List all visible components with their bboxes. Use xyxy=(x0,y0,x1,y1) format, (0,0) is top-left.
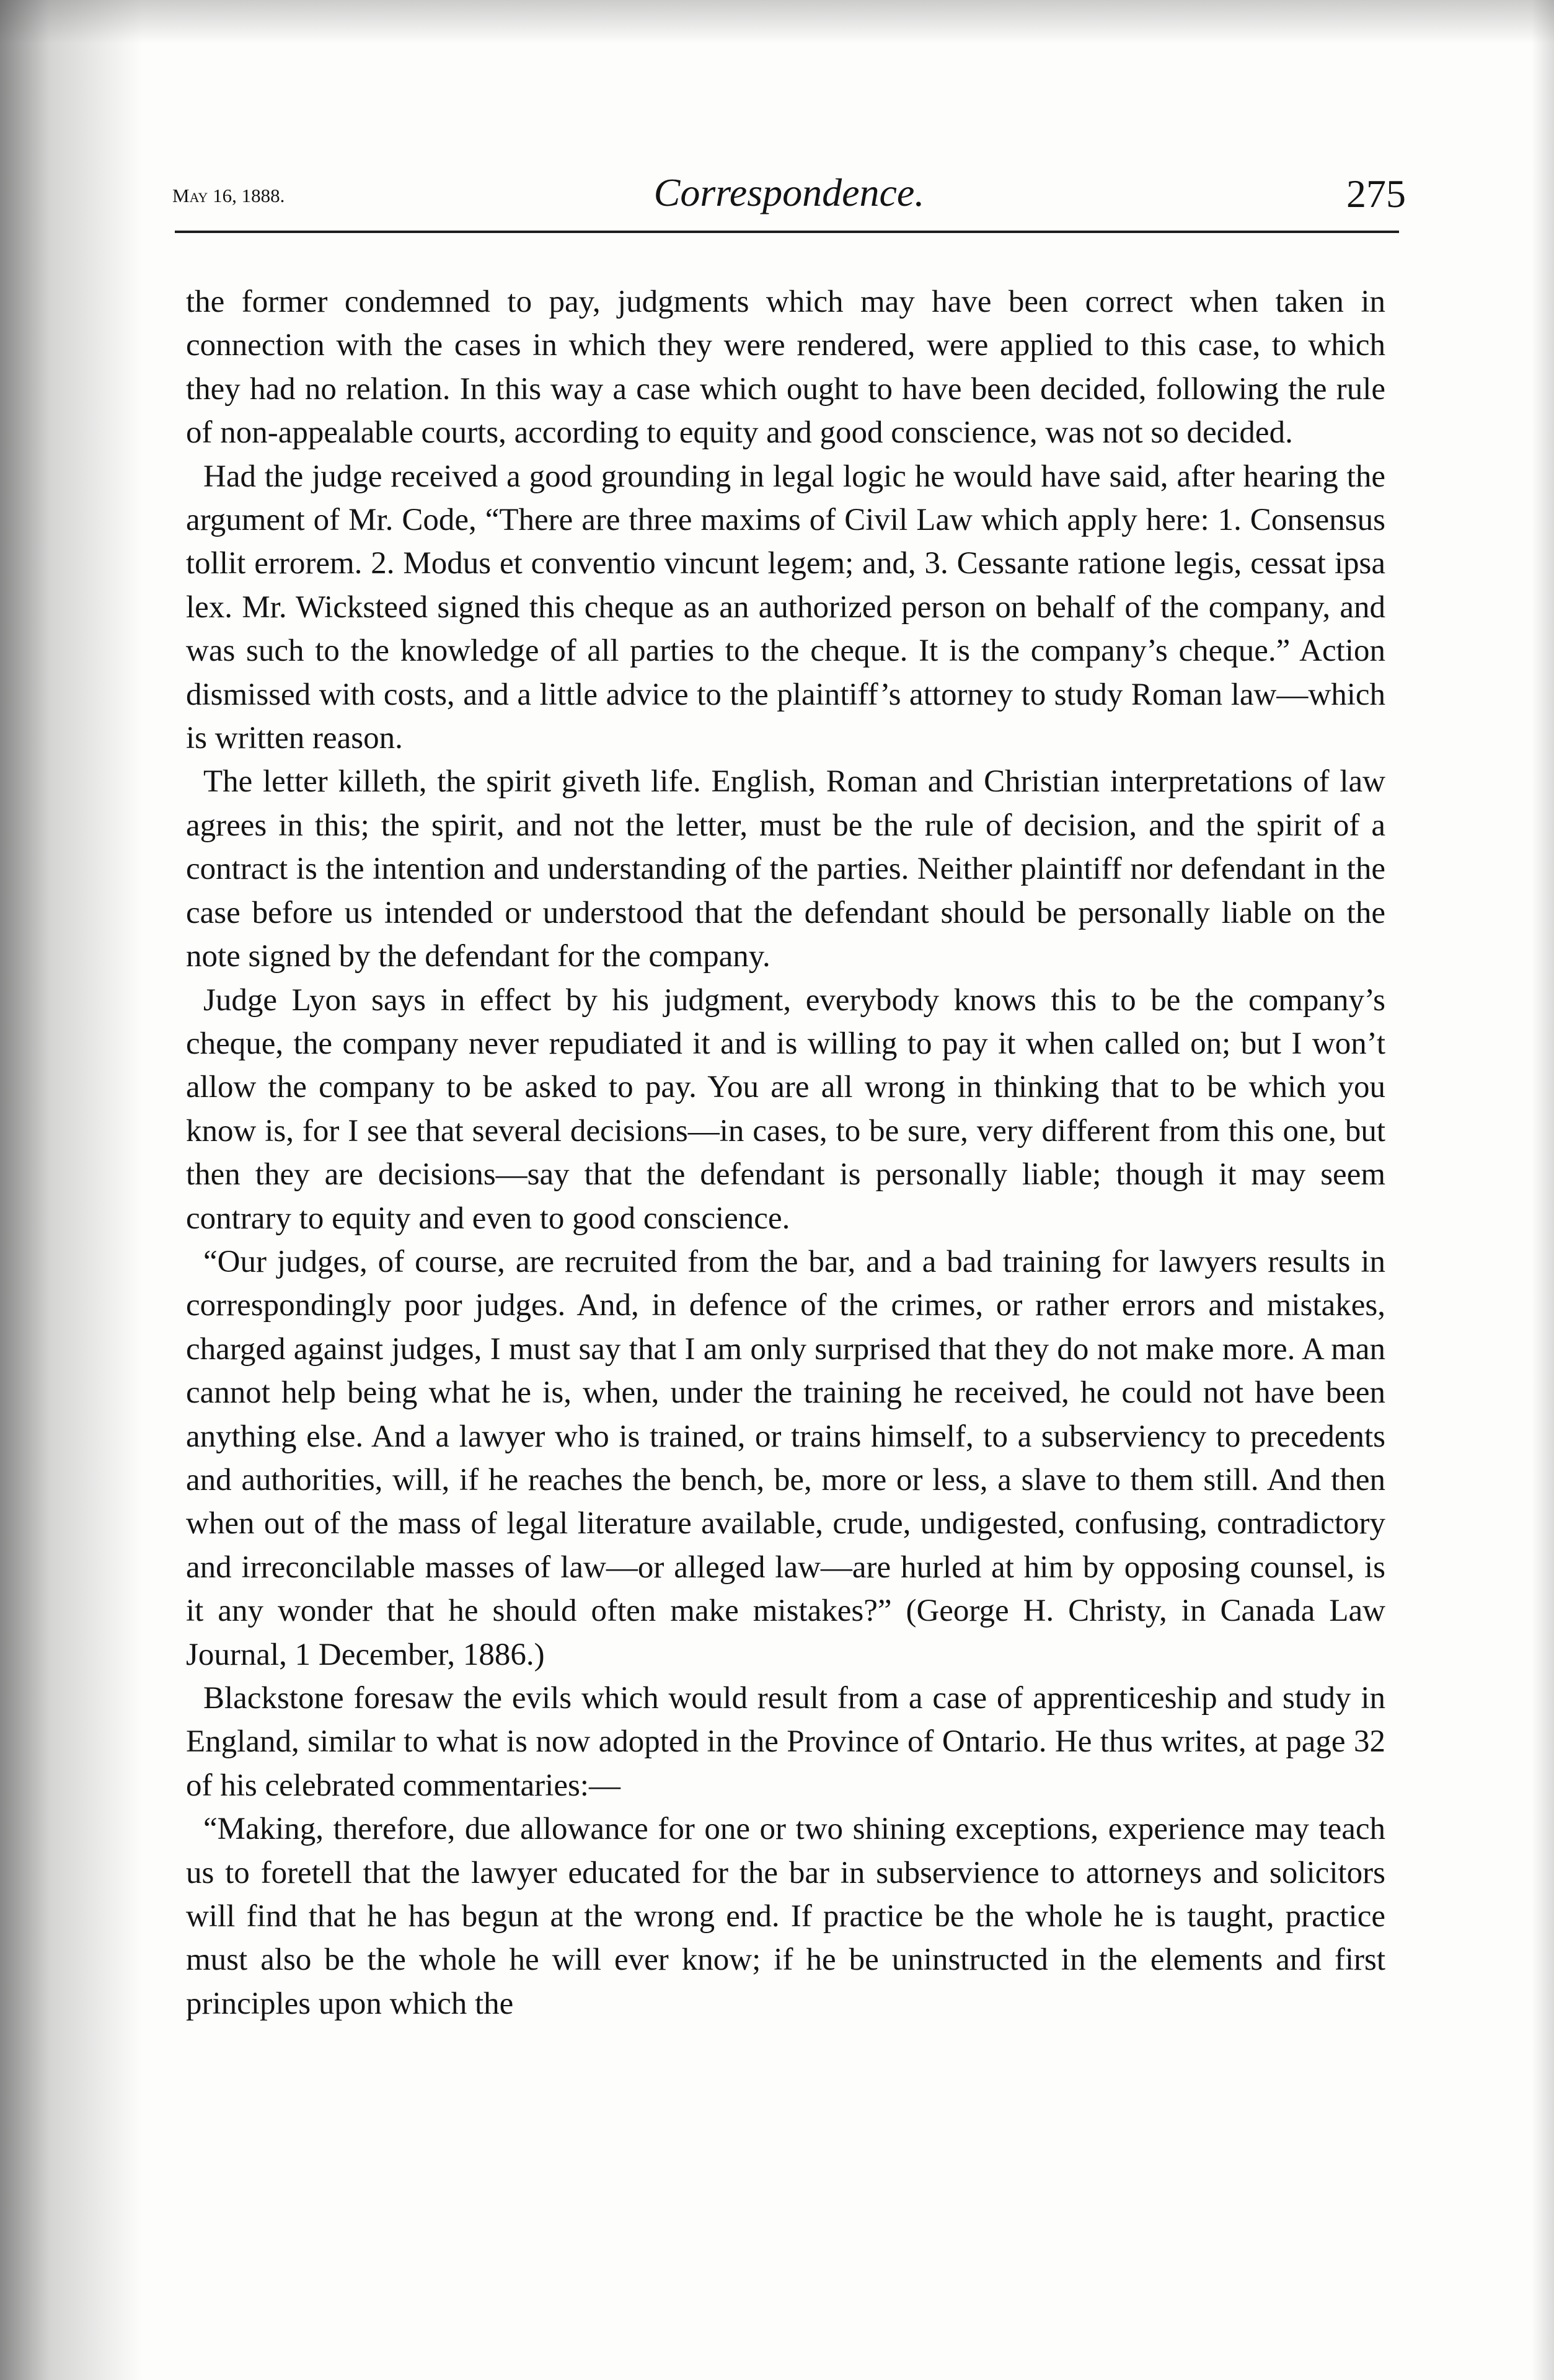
page-edge-shadow-top xyxy=(0,0,1554,43)
paragraph-3: The letter killeth, the spirit giveth life. English, Roman and Christian interpretations of law agrees in this; the spirit, and not the letter, must be the rule of decision, and the spirit of a contract is the intention and understanding of the parties. Neither plaintiff nor defendant in the case before us intended or understood that the defendant should be personally liable on the note signed by the defendant for the company. xyxy=(186,764,1385,974)
page-edge-shadow-left xyxy=(0,0,143,2380)
running-header xyxy=(172,166,1406,234)
paragraph-7: “Making, therefore, due allowance for one or two shining exceptions, experience may teach us to foretell that the lawyer educated for the bar in subservience to attorneys and solicitors will find that he has begun at the wrong end. If practice be the whole he is taught, practice must also be the whole he will ever know; if he be uninstructed in the elements and first principles upon which the xyxy=(186,1812,1385,2021)
page-number: 275 xyxy=(1346,172,1406,216)
header-rule xyxy=(175,231,1399,233)
paragraph-1: the former condemned to pay, judgments which may have been correct when taken in connection with the cases in which they were rendered, were applied to this case, to which they had no relation. In this way a case which ought to have been decided, following the rule of non-appealable courts, according to equity and good conscience, was not so decided. xyxy=(186,284,1385,451)
paragraph-5: “Our judges, of course, are recruited from the bar, and a bad training for lawyers results in correspondingly poor judges. And, in defence of the crimes, or rather errors and mistakes, charged against judges, I must say that I am only surprised that they do not make more. A man cannot help being what he is, when, under the training he received, he could not have been anything else. And a lawyer who is trained, or trains himself, to a subserviency to precedents and authorities, will, if he reaches the bench, be, more or less, a slave to them still. And then when out of the mass of legal literature available, crude, undigested, confusing, contradictory and irreconcilable masses of law—or alleged law—are hurled at him by opposing counsel, is it any wonder that he should often make mistakes?” (George H. Christy, in Canada Law Journal, 1 December, 1886.) xyxy=(186,1244,1385,1672)
body-text xyxy=(186,280,1385,2025)
header-title: Correspondence. xyxy=(653,170,925,214)
paragraph-6: Blackstone foresaw the evils which would result from a case of apprenticeship and study in England, similar to what is now adopted in the Province of Ontario. He thus writes, at page 32 of his celebrated commentaries:— xyxy=(186,1681,1385,1803)
paragraph-4: Judge Lyon says in effect by his judgment, everybody knows this to be the company’s cheque, the company never repudiated it and is willing to pay it when called on; but I won’t allow the company to be asked to pay. You are all wrong in thinking that to be which you know is, for I see that several decisions—in cases, to be sure, very different from this one, but then they are decisions—say that the defendant is personally liable; though it may seem contrary to equity and even to good conscience. xyxy=(186,982,1385,1236)
page-edge-shadow-right xyxy=(1532,0,1554,2380)
header-date: May 16, 1888. xyxy=(172,185,285,206)
paragraph-2: Had the judge received a good grounding in legal logic he would have said, after hearing the argument of Mr. Code, “There are three maxims of Civil Law which apply here: 1. Consensus tollit errorem. 2. Modus et conventio vincunt legem; and, 3. Cessante ratione legis, cessat ipsa lex. Mr. Wicksteed signed this cheque as an authorized person on behalf of the company, and was such to the knowledge of all parties to the cheque. It is the company’s cheque.” Action dismissed with costs, and a little advice to the plaintiff’s attorney to study Roman law—which is written reason. xyxy=(186,459,1385,756)
